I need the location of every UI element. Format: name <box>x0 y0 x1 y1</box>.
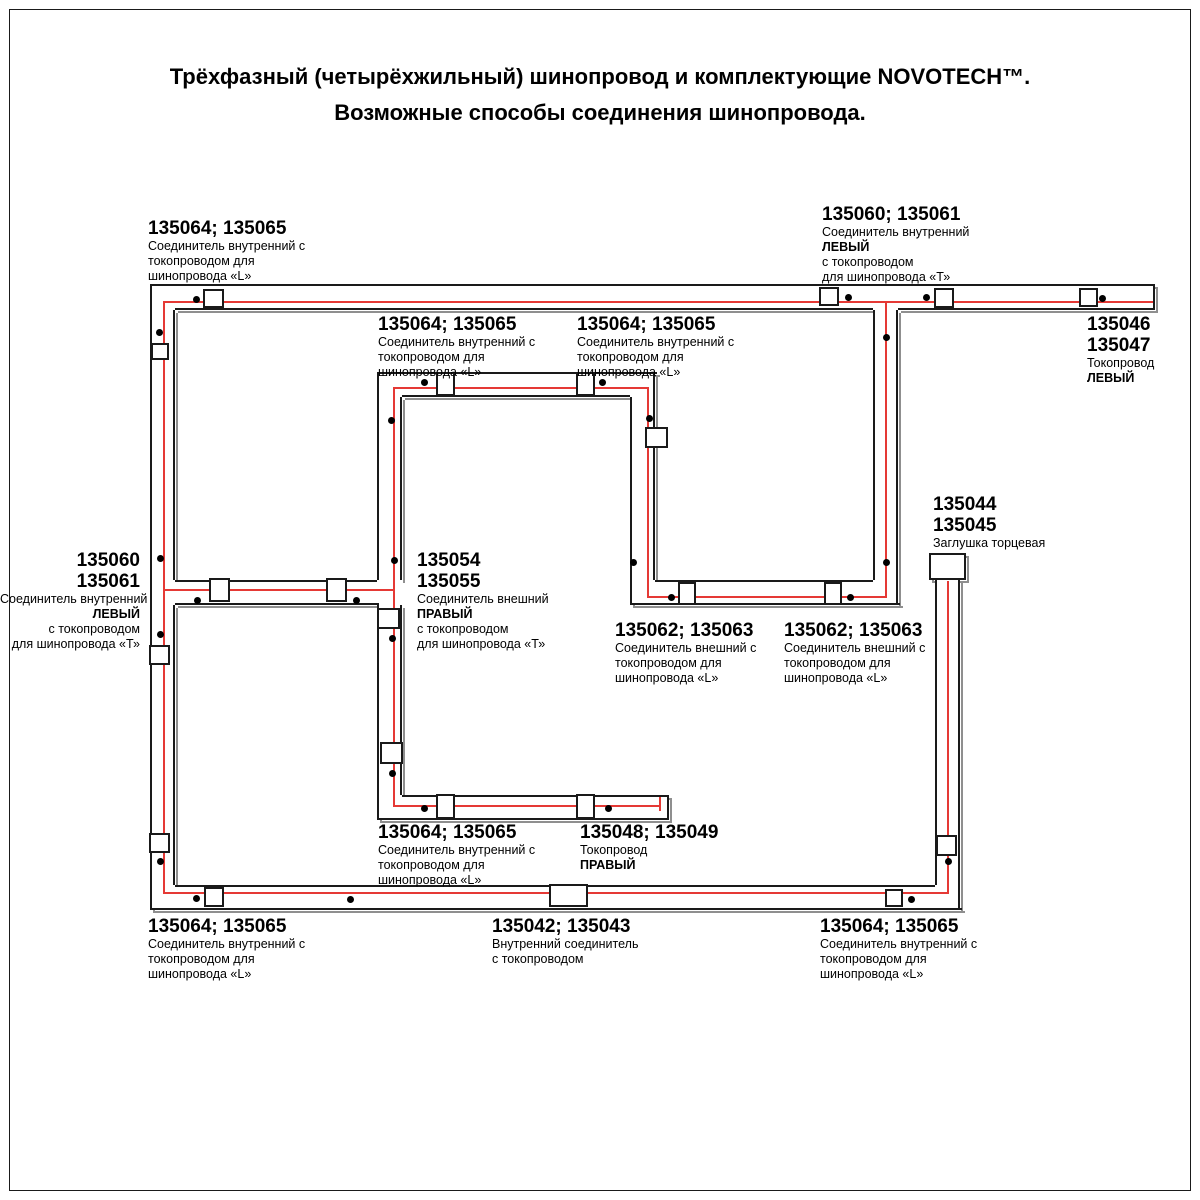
part-description: шинопровода «L» <box>148 269 252 283</box>
label-135064-135065-top-left <box>148 218 305 284</box>
contact-dot <box>883 559 890 566</box>
contact-dot <box>646 415 653 422</box>
track-outline-shadow <box>405 398 633 400</box>
track-outline-shadow <box>899 313 901 608</box>
track-outline-segment <box>898 308 1155 310</box>
part-description: Соединитель внутренний с <box>378 843 536 857</box>
track-outline-segment <box>896 310 898 605</box>
part-number: 135062; 135063 <box>615 620 754 641</box>
label-135042-135043-bottom-center <box>492 916 638 967</box>
part-number: 135055 <box>417 571 481 592</box>
part-description: Соединитель внешний с <box>615 641 757 655</box>
contact-dot <box>847 594 854 601</box>
connector-box <box>678 582 696 605</box>
part-description: Соединитель внутренний с <box>378 335 536 349</box>
conductor-line <box>885 301 887 598</box>
part-number: 135047 <box>1087 335 1151 356</box>
connector-box <box>645 427 668 448</box>
part-description: шинопровода «L» <box>378 873 482 887</box>
page-title-line1: Трёхфазный (четырёхжильный) шинопровод и комплектующие NOVOTECH™. <box>169 64 1031 89</box>
part-description: ЛЕВЫЙ <box>1087 371 1135 385</box>
label-135064-135065-bottom-inner <box>378 822 535 888</box>
track-outline-shadow <box>403 608 405 798</box>
connector-box <box>1079 288 1098 307</box>
part-number: 135064; 135065 <box>148 916 287 937</box>
part-description: шинопровода «L» <box>378 365 482 379</box>
track-outline-segment <box>667 795 669 820</box>
contact-dot <box>347 896 354 903</box>
track-outline-segment <box>630 397 632 605</box>
part-description: с токопроводом <box>822 255 914 269</box>
track-outline-segment <box>1153 284 1155 310</box>
track-body <box>150 284 1153 310</box>
connector-box <box>204 887 224 907</box>
track-outline-segment <box>653 372 655 580</box>
track-outline-shadow <box>178 606 382 608</box>
track-outline-shadow <box>178 311 876 313</box>
label-135064-135065-bottom-left <box>148 916 305 982</box>
part-description: Соединитель внешний с <box>784 641 926 655</box>
contact-dot <box>353 597 360 604</box>
conductor-line <box>163 589 395 591</box>
contact-dot <box>668 594 675 601</box>
contact-dot <box>194 597 201 604</box>
connector-box <box>149 833 170 853</box>
track-outline-segment <box>964 553 966 580</box>
contact-dot <box>157 555 164 562</box>
connector-box <box>934 288 954 308</box>
track-outline-segment <box>400 605 402 795</box>
part-description: Внутренний соединитель <box>492 937 639 951</box>
contact-dot <box>845 294 852 301</box>
track-outline-segment <box>150 284 152 910</box>
track-outline-segment <box>929 553 931 580</box>
part-number: 135045 <box>933 515 997 536</box>
contact-dot <box>605 805 612 812</box>
track-outline-shadow <box>1156 287 1158 313</box>
contact-dot <box>389 635 396 642</box>
part-number: 135048; 135049 <box>580 822 719 843</box>
contact-dot <box>630 559 637 566</box>
track-outline-shadow <box>403 400 405 583</box>
contact-dot <box>389 770 396 777</box>
part-description: токопроводом для <box>148 254 255 268</box>
contact-dot <box>157 858 164 865</box>
part-description: токопроводом для <box>820 952 927 966</box>
track-outline-segment <box>958 580 960 910</box>
connector-box <box>576 794 595 819</box>
label-135044-135045-endcap <box>933 494 1045 551</box>
conductor-line <box>163 301 165 894</box>
connector-box <box>377 608 400 629</box>
part-number: 135054 <box>417 550 481 571</box>
connector-box <box>936 835 957 856</box>
page-title-line2: Возможные способы соединения шинопровода. <box>334 100 866 125</box>
part-description: Соединитель внутренний с <box>148 937 306 951</box>
contact-dot <box>156 329 163 336</box>
part-description: токопроводом для <box>148 952 255 966</box>
part-description: Токопровод <box>1087 356 1155 370</box>
track-outline-segment <box>400 397 402 580</box>
track-outline-shadow <box>176 608 178 888</box>
track-body <box>630 580 898 605</box>
part-description: Соединитель внутренний с <box>577 335 735 349</box>
track-outline-shadow <box>670 798 672 823</box>
connector-box <box>149 645 170 665</box>
part-description: Соединитель внутренний с <box>148 239 306 253</box>
label-135060-135061-left <box>0 550 148 652</box>
track-body <box>929 553 966 580</box>
contact-dot <box>1099 295 1106 302</box>
part-number: 135062; 135063 <box>784 620 923 641</box>
label-135062-135063-1 <box>615 620 756 686</box>
connector-box <box>549 884 588 907</box>
part-number: 135064; 135065 <box>378 314 517 335</box>
track-outline-shadow <box>967 556 969 583</box>
part-description: с токопроводом <box>48 622 140 636</box>
track-outline-segment <box>150 284 1155 286</box>
label-135046-135047-right <box>1087 314 1154 386</box>
part-description: с токопроводом <box>492 952 584 966</box>
contact-dot <box>391 557 398 564</box>
part-description: Соединитель внутренний <box>822 225 970 239</box>
part-number: 135060; 135061 <box>822 204 961 225</box>
track-body <box>150 580 402 605</box>
conductor-line <box>393 387 649 389</box>
label-135054-135055-center <box>417 550 549 652</box>
contact-dot <box>945 858 952 865</box>
part-description: для шинопровода «Т» <box>417 637 546 651</box>
track-outline-shadow <box>656 375 658 583</box>
conductor-line <box>163 301 1153 303</box>
connector-box <box>436 794 455 819</box>
label-135062-135063-2 <box>784 620 925 686</box>
label-135060-135061-top-right <box>822 204 969 285</box>
track-outline-shadow <box>176 313 178 583</box>
part-description: с токопроводом <box>417 622 509 636</box>
part-description: ЛЕВЫЙ <box>92 607 140 621</box>
track-outline-shadow <box>633 606 903 608</box>
part-description: Соединитель внутренний с <box>820 937 978 951</box>
track-outline-shadow <box>901 311 1158 313</box>
track-outline-segment <box>377 372 379 580</box>
connector-box <box>203 289 224 308</box>
part-description: ЛЕВЫЙ <box>822 240 870 254</box>
connector-box <box>326 578 347 602</box>
contact-dot <box>923 294 930 301</box>
part-description: для шинопровода «Т» <box>822 270 951 284</box>
connector-box <box>151 343 169 360</box>
part-number: 135064; 135065 <box>148 218 287 239</box>
part-number: 135044 <box>933 494 997 515</box>
contact-dot <box>388 417 395 424</box>
track-outline-shadow <box>153 911 965 913</box>
part-description: Токопровод <box>580 843 648 857</box>
contact-dot <box>193 296 200 303</box>
part-description: шинопровода «L» <box>577 365 681 379</box>
track-outline-segment <box>929 553 966 555</box>
part-description: Соединитель внешний <box>417 592 549 606</box>
part-number: 135046 <box>1087 314 1151 335</box>
label-135064-135065-bottom-right <box>820 916 977 982</box>
track-outline-segment <box>630 603 900 605</box>
part-description: шинопровода «L» <box>820 967 924 981</box>
connector-box <box>380 742 403 764</box>
part-number: 135064; 135065 <box>820 916 959 937</box>
track-outline-segment <box>377 605 379 820</box>
track-outline-segment <box>173 605 175 885</box>
track-outline-shadow <box>961 583 963 913</box>
part-description: шинопровода «L» <box>615 671 719 685</box>
part-description: Заглушка торцевая <box>933 536 1046 550</box>
label-135064-135065-inner-2 <box>577 314 734 380</box>
part-description: шинопровода «L» <box>148 967 252 981</box>
contact-dot <box>908 896 915 903</box>
label-135048-135049-feed-right <box>580 822 718 873</box>
track-outline-segment <box>873 310 875 580</box>
part-number: 135060 <box>76 550 140 571</box>
connector-box <box>819 287 839 306</box>
part-number: 135061 <box>76 571 140 592</box>
connector-box <box>885 889 903 907</box>
part-description: токопроводом для <box>378 858 485 872</box>
conductor-line <box>393 805 661 807</box>
track-outline-segment <box>173 310 175 580</box>
part-number: 135042; 135043 <box>492 916 631 937</box>
part-description: Соединитель внутренний <box>0 592 148 606</box>
connector-box <box>209 578 230 602</box>
connector-box <box>824 582 842 605</box>
track-outline-segment <box>929 578 966 580</box>
part-number: 135064; 135065 <box>378 822 517 843</box>
contact-dot <box>157 631 164 638</box>
part-description: ПРАВЫЙ <box>417 607 473 621</box>
part-description: токопроводом для <box>577 350 684 364</box>
label-135064-135065-inner-1 <box>378 314 535 380</box>
part-description: токопроводом для <box>784 656 891 670</box>
track-outline-segment <box>175 308 873 310</box>
contact-dot <box>421 805 428 812</box>
track-outline-segment <box>175 603 379 605</box>
contact-dot <box>193 895 200 902</box>
part-description: шинопровода «L» <box>784 671 888 685</box>
track-outline-segment <box>150 908 962 910</box>
part-description: ПРАВЫЙ <box>580 858 636 872</box>
part-description: токопроводом для <box>378 350 485 364</box>
track-body <box>630 372 655 605</box>
contact-dot <box>883 334 890 341</box>
part-description: токопроводом для <box>615 656 722 670</box>
part-description: для шинопровода «Т» <box>11 637 140 651</box>
track-outline-segment <box>377 818 669 820</box>
part-number: 135064; 135065 <box>577 314 716 335</box>
conductor-line <box>659 797 661 811</box>
